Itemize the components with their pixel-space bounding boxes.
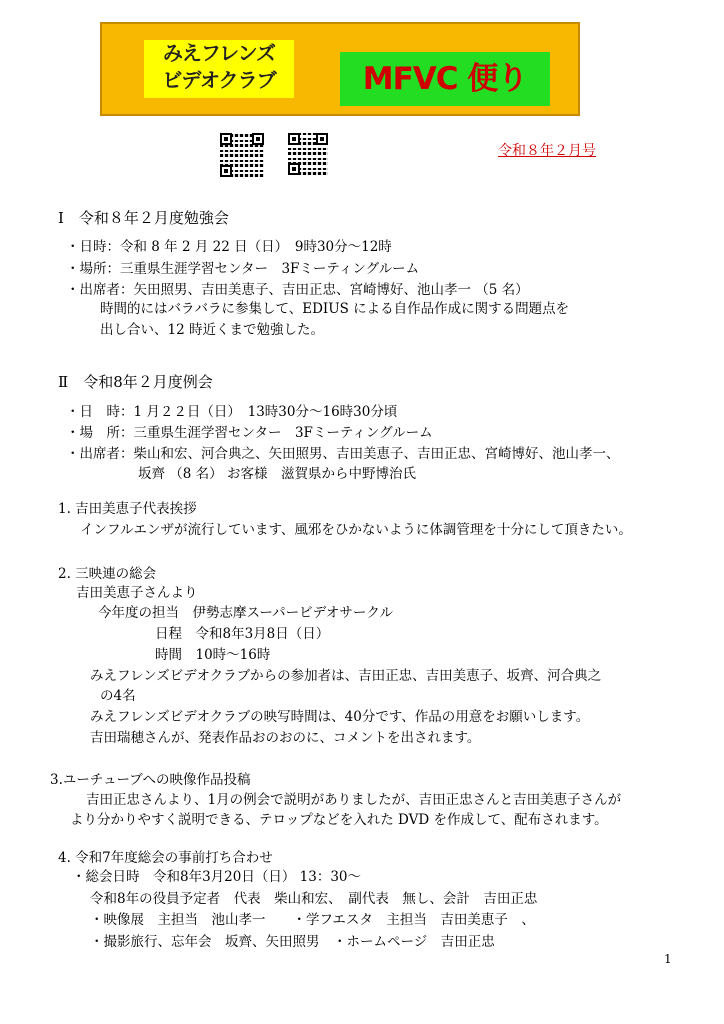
text-line: ・出席者：柴山和宏、河合典之、矢田照男、吉田美恵子、吉田正忠、宮崎博好、池山孝一、: [66, 446, 620, 462]
page-number: 1: [664, 952, 672, 966]
text-line: 令和8年の役員予定者 代表 柴山和宏、 副代表 無し、会計 吉田正忠: [90, 891, 538, 907]
item-heading: 3.ユーチューブへの映像作品投稿: [50, 772, 251, 788]
qr-finder-mark: [316, 133, 328, 145]
qr-code-icon: [288, 133, 328, 175]
qr-finder-mark: [220, 165, 232, 177]
text-line: ・撮影旅行、忘年会 坂齊、矢田照男 ・ホームページ 吉田正忠: [90, 934, 495, 950]
text-line: 吉田正忠さんより、1月の例会で説明がありましたが、吉田正忠さんと吉田美恵子さんが: [86, 792, 622, 808]
text-line: ・場所：三重県生涯学習センター 3Fミーティングルーム: [66, 261, 420, 277]
item-heading: 4. 令和7年度総会の事前打ち合わせ: [58, 850, 273, 866]
text-line: 今年度の担当 伊勢志摩スーパービデオサークル: [98, 605, 393, 621]
text-line: ・総会日時 令和8年3月20日（日） 13：30～: [72, 869, 362, 885]
qr-finder-mark: [288, 133, 300, 145]
text-line: 吉田美恵子さんより: [76, 585, 198, 601]
item-heading: 2. 三映連の総会: [58, 566, 157, 582]
text-line: みえフレンズビデオクラブの映写時間は、40分です、作品の用意をお願いします。: [90, 709, 590, 725]
text-line: の4名: [100, 688, 136, 704]
text-line: ・映像展 主担当 池山孝一 ・学フエスタ 主担当 吉田美恵子 、: [90, 912, 535, 928]
section-heading: Ⅱ 令和8年２月度例会: [58, 373, 213, 391]
club-name-line1: みえフレンズ: [162, 41, 276, 65]
text-line: インフルエンザが流行しています、風邪をひかないように体調管理を十分にして頂きたい。: [80, 522, 632, 538]
qr-finder-mark: [288, 163, 300, 175]
header-banner: [100, 22, 580, 116]
text-line: ・日 時：1 月２２日（日） 13時30分～16時30分頃: [66, 404, 398, 420]
text-line: ・日時：令和 8 年 2 月 22 日（日） 9時30分～12時: [66, 239, 392, 255]
text-line: 吉田瑞穂さんが、発表作品おのおのに、コメントを出されます。: [90, 730, 481, 746]
item-heading: 1. 吉田美恵子代表挨拶: [58, 501, 197, 517]
text-line: 出し合い、12 時近くまで勉強した。: [100, 322, 324, 338]
qr-finder-mark: [220, 133, 232, 145]
text-line: ・出席者：矢田照男、吉田美恵子、吉田正忠、宮崎博好、池山孝一 （5 名）: [66, 282, 529, 298]
issue-label: 令和８年２月号: [498, 143, 596, 159]
section-heading: Ⅰ 令和８年２月度勉強会: [58, 209, 229, 227]
text-line: 時間 10時～16時: [155, 647, 271, 663]
text-line: 時間的にはバラバラに参集して、EDIUS による自作品作成に関する問題点を: [100, 301, 570, 317]
club-name-box: [144, 40, 294, 98]
text-line: より分かりやすく説明できる、テロップなどを入れた DVD を作成して、配布されます。: [70, 812, 608, 828]
text-line: 坂齊 （8 名） お客様 滋賀県から中野博治氏: [138, 466, 416, 482]
text-line: ・場 所：三重県生涯学習センター 3Fミーティングルーム: [66, 425, 433, 441]
text-line: みえフレンズビデオクラブからの参加者は、吉田正忠、吉田美恵子、坂齊、河合典之: [90, 668, 602, 684]
newsletter-title: MFVC 便り: [340, 52, 550, 106]
qr-finder-mark: [252, 133, 264, 145]
qr-code-icon: [220, 133, 264, 177]
text-line: 日程 令和8年3月8日（日）: [155, 626, 330, 642]
club-name-line2: ビデオクラブ: [162, 68, 276, 92]
